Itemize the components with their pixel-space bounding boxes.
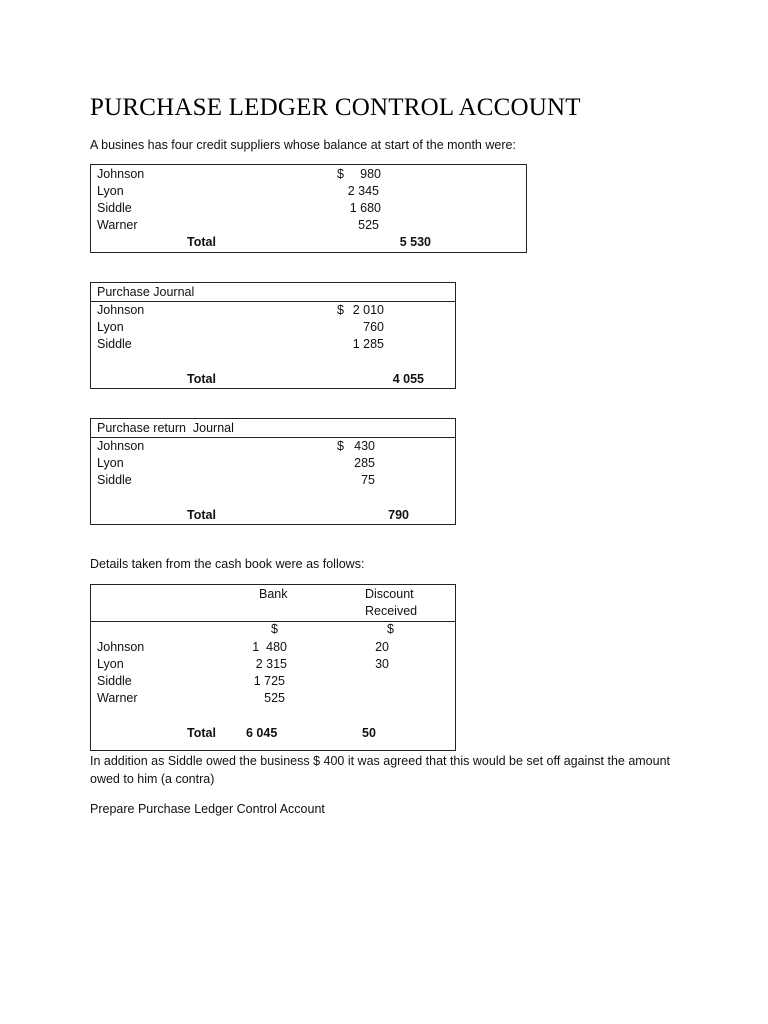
journal-amount: 760	[363, 320, 384, 334]
return-currency: $	[337, 439, 344, 453]
column-header-bank: Bank	[259, 587, 288, 601]
total-label: Total	[187, 726, 216, 740]
discount-currency: $	[387, 622, 394, 636]
total-discount: 50	[362, 726, 376, 740]
return-amount: 430	[354, 439, 375, 453]
total-value: 5 530	[399, 235, 431, 249]
opening-name: Siddle	[97, 201, 132, 215]
total-label: Total	[187, 508, 216, 522]
cash-bank: 1 725	[253, 674, 285, 688]
instruction-text: Prepare Purchase Ledger Control Account	[90, 802, 325, 816]
opening-amount: 980	[360, 167, 381, 181]
opening-currency: $	[337, 167, 344, 181]
return-name: Johnson	[97, 439, 145, 453]
return-amount: 75	[361, 473, 375, 487]
opening-balances-table	[90, 164, 527, 253]
cash-bank: 1 480	[252, 640, 287, 654]
opening-name: Warner	[97, 218, 138, 232]
return-name: Lyon	[97, 456, 124, 470]
purchase-journal-table	[90, 282, 456, 389]
total-value: 4 055	[392, 372, 424, 386]
total-bank: 6 045	[246, 726, 278, 740]
cash-discount: 20	[375, 640, 389, 654]
opening-name: Lyon	[97, 184, 124, 198]
table-header	[91, 283, 455, 302]
total-label: Total	[187, 372, 216, 386]
cash-name: Johnson	[97, 640, 145, 654]
cash-bank: 525	[264, 691, 285, 705]
purchase-return-journal-table	[90, 418, 456, 525]
table-header	[91, 419, 455, 438]
opening-amount: 2 345	[347, 184, 379, 198]
page-title: PURCHASE LEDGER CONTROL ACCOUNT	[90, 94, 581, 121]
contra-note: In addition as Siddle owed the business $ 400 it was agreed that this would be set off against the amount owed to him (a contra)	[90, 754, 671, 786]
column-header-received: Received	[365, 604, 418, 618]
total-label: Total	[187, 235, 216, 249]
cash-discount: 30	[375, 657, 389, 671]
cash-book-intro: Details taken from the cash book were as follows:	[90, 557, 365, 571]
purchase-return-journal-heading: Purchase return Journal	[97, 421, 234, 435]
opening-name: Johnson	[97, 167, 145, 181]
purchase-journal-heading: Purchase Journal	[97, 285, 195, 299]
opening-amount: 525	[358, 218, 379, 232]
intro-text: A busines has four credit suppliers whose balance at start of the month were:	[90, 138, 516, 152]
journal-name: Lyon	[97, 320, 124, 334]
return-amount: 285	[354, 456, 375, 470]
cash-name: Lyon	[97, 657, 124, 671]
return-name: Siddle	[97, 473, 132, 487]
cash-bank: 2 315	[255, 657, 287, 671]
journal-amount: 2 010	[352, 303, 384, 317]
column-header-discount: Discount	[365, 587, 414, 601]
cash-name: Warner	[97, 691, 138, 705]
journal-name: Siddle	[97, 337, 132, 351]
table-header	[91, 585, 455, 622]
journal-name: Johnson	[97, 303, 145, 317]
cash-name: Siddle	[97, 674, 132, 688]
opening-amount: 1 680	[349, 201, 381, 215]
bank-currency: $	[271, 622, 278, 636]
journal-amount: 1 285	[352, 337, 384, 351]
journal-currency: $	[337, 303, 344, 317]
total-value: 790	[388, 508, 409, 522]
cash-book-table	[90, 584, 456, 751]
